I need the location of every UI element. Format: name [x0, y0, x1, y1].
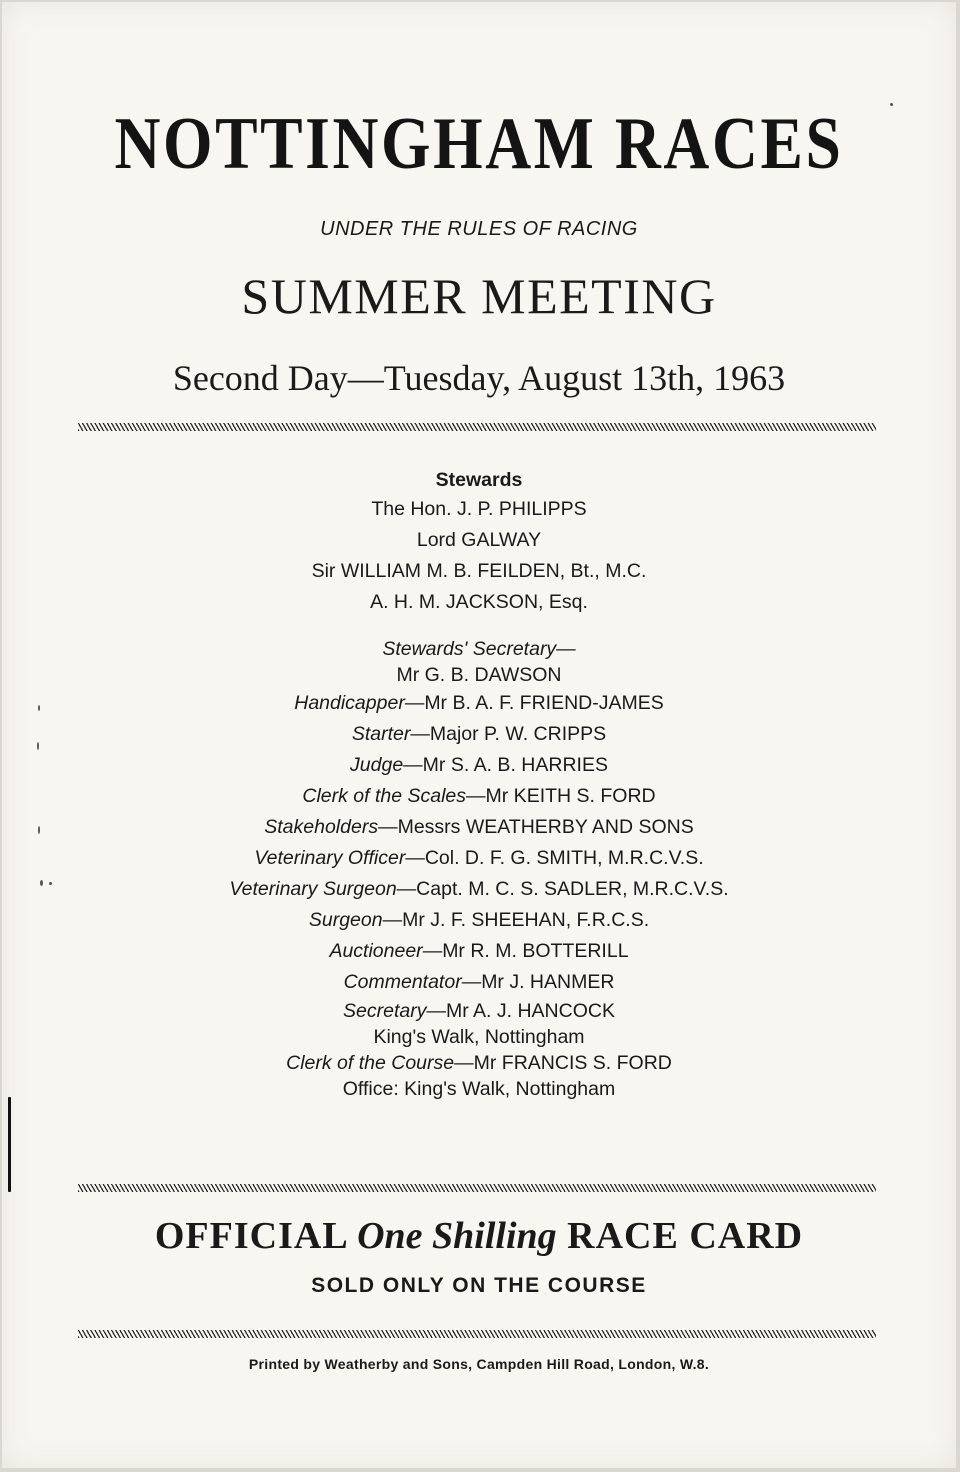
steward-name: Sir WILLIAM M. B. FEILDEN, Bt., M.C.: [311, 560, 647, 582]
official-role: Commentator: [343, 971, 462, 993]
official-name: —Col. D. F. G. SMITH, M.R.C.V.S.: [405, 847, 704, 869]
paper-speck: [38, 705, 40, 711]
official-name: —Capt. M. C. S. SADLER, M.R.C.V.S.: [396, 878, 729, 900]
official-line: [2, 843, 956, 874]
official-line: [2, 750, 956, 781]
rules-subtitle: UNDER THE RULES OF RACING: [320, 218, 638, 240]
clerk-office-address: Office: King's Walk, Nottingham: [342, 1078, 616, 1100]
official-line: [2, 998, 956, 1024]
official-name: —Messrs WEATHERBY AND SONS: [378, 816, 694, 838]
banner-race-card: RACE CARD: [556, 1215, 804, 1257]
sold-notice: SOLD ONLY ON THE COURSE: [311, 1274, 647, 1297]
official-role: Veterinary Officer: [254, 847, 406, 869]
official-name: —Mr R. M. BOTTERILL: [422, 940, 629, 962]
decorative-divider: [78, 1330, 876, 1338]
official-role: Secretary: [343, 1000, 427, 1022]
official-line: [2, 967, 956, 998]
official-race-card-banner: [2, 1214, 956, 1258]
official-name: —Mr B. A. F. FRIEND-JAMES: [404, 692, 664, 714]
meeting-date: Second Day—Tuesday, August 13th, 1963: [172, 358, 786, 398]
official-line: [2, 812, 956, 843]
official-line: [2, 874, 956, 905]
stewards-heading: Stewards: [435, 469, 523, 491]
official-line: [2, 719, 956, 750]
official-name: —Mr FRANCIS S. FORD: [454, 1052, 672, 1074]
secretary-address: King's Walk, Nottingham: [373, 1026, 585, 1048]
spacer: [2, 618, 956, 636]
banner-price: One Shilling: [357, 1215, 557, 1257]
steward-name: A. H. M. JACKSON, Esq.: [370, 591, 588, 613]
official-name: —Mr S. A. B. HARRIES: [403, 754, 608, 776]
official-role: Auctioneer: [329, 940, 423, 962]
page-title: NOTTINGHAM RACES: [114, 103, 844, 185]
official-line: [2, 936, 956, 967]
paper-speck: [40, 880, 43, 886]
race-card-cover: [2, 2, 956, 1468]
paper-speck: [890, 103, 893, 106]
officials-list: [2, 466, 956, 1102]
official-role: Judge: [350, 754, 404, 776]
official-name: —Mr J. F. SHEEHAN, F.R.C.S.: [382, 909, 650, 931]
official-role: Surgeon: [308, 909, 383, 931]
official-role: Starter: [351, 723, 411, 745]
official-line: [2, 1050, 956, 1076]
official-name: —Mr A. J. HANCOCK: [426, 1000, 615, 1022]
official-name: —Mr KEITH S. FORD: [466, 785, 656, 807]
official-name: —Mr J. HANMER: [461, 971, 615, 993]
meeting-name: SUMMER MEETING: [241, 268, 717, 324]
official-line: [2, 781, 956, 812]
printer-imprint: Printed by Weatherby and Sons, Campden Hill Road, London, W.8.: [248, 1356, 710, 1372]
paper-speck: [37, 742, 39, 750]
official-name: —Major P. W. CRIPPS: [410, 723, 607, 745]
banner-official: OFFICIAL: [154, 1215, 358, 1257]
steward-name: Lord GALWAY: [416, 529, 542, 551]
official-role: Clerk of the Scales: [302, 785, 467, 807]
decorative-divider: [78, 423, 876, 431]
steward-name: The Hon. J. P. PHILIPPS: [371, 498, 587, 520]
paper-speck: [38, 826, 40, 834]
paper-speck: [49, 882, 52, 885]
official-role: Clerk of the Course: [286, 1052, 455, 1074]
official-role: Veterinary Surgeon: [229, 878, 397, 900]
official-role: Stakeholders: [264, 816, 379, 838]
decorative-divider: [78, 1184, 876, 1192]
official-role: Handicapper: [294, 692, 405, 714]
official-line: [2, 636, 956, 662]
official-name: Mr G. B. DAWSON: [396, 664, 562, 686]
official-role: Stewards' Secretary—: [382, 638, 576, 660]
official-line: [2, 688, 956, 719]
staple-binding: [8, 1097, 11, 1192]
official-line: [2, 905, 956, 936]
